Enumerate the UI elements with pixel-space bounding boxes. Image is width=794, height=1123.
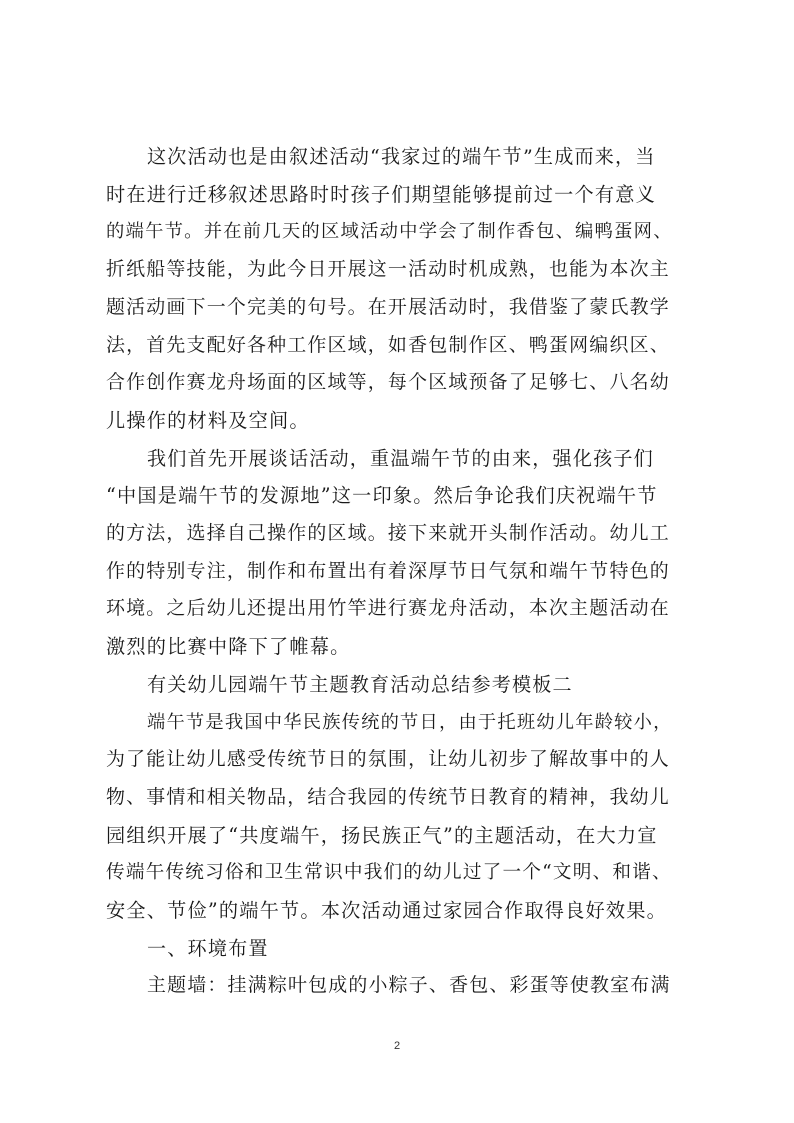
paragraph-talk-activity — [106, 440, 706, 666]
text-line: 时在进行迁移叙述思路时时孩子们期望能够提前过一个有意义 — [106, 182, 657, 206]
document-body — [106, 138, 706, 1005]
section-heading-template-two — [106, 666, 706, 704]
paragraph-festival-intro — [106, 704, 706, 930]
text-line: 的方法，选择自己操作的区域。接下来就开头制作活动。幼儿工 — [106, 522, 670, 545]
text-line: 传端午传统习俗和卫生常识中我们的幼儿过了一个“文明、和谐、 — [106, 862, 672, 884]
text-line: 合作创作赛龙舟场面的区域等，每个区域预备了足够七、八名幼 — [106, 371, 670, 394]
text-line: 为了能让幼儿感受传统节日的氛围，让幼儿初步了解故事中的人 — [106, 748, 670, 771]
text-line: 我们首先开展谈话活动，重温端午节的由来，强化孩子们 — [147, 446, 654, 470]
paragraph-activity-origin — [106, 138, 706, 440]
text-line: 物、事情和相关物品，结合我园的传统节日教育的精神，我幼儿 — [106, 785, 670, 808]
text-line: 这次活动也是由叙述活动“我家过的端午节”生成而来，当 — [147, 145, 656, 168]
text-line: 有关幼儿园端午节主题教育活动总结参考模板二 — [147, 672, 573, 696]
page-number: 2 — [393, 1040, 401, 1052]
text-line: 的端午节。并在前几天的区域活动中学会了制作香包、编鸭蛋网、 — [106, 221, 673, 243]
text-line: 法，首先支配好各种工作区域，如香包制作区、鸭蛋网编织区、 — [106, 333, 670, 356]
text-line: 主题墙：挂满粽叶包成的小粽子、香包、彩蛋等使教室布满 — [147, 974, 671, 997]
text-line: 环境。之后幼儿还提出用竹竿进行赛龙舟活动，本次主题活动在 — [106, 597, 670, 620]
text-line: 题活动画下一个完美的句号。在开展活动时，我借鉴了蒙氏教学 — [106, 295, 670, 318]
text-line: 一、环境布置 — [147, 936, 269, 960]
text-line: 折纸船等技能，为此今日开展这一活动时机成熟，也能为本次主 — [106, 258, 670, 281]
text-line: “中国是端午节的发源地”这一印象。然后争论我们庆祝端午节 — [106, 484, 658, 508]
text-line: 激烈的比赛中降下了帷幕。 — [106, 635, 351, 659]
paragraph-theme-wall — [106, 967, 706, 1005]
section-heading-environment — [106, 930, 706, 968]
text-line: 园组织开展了“共度端午，扬民族正气”的主题活动，在大力宣 — [106, 823, 658, 847]
text-line: 儿操作的材料及空间。 — [106, 408, 310, 432]
text-line: 安全、节俭”的端午节。本次活动通过家园合作取得良好效果。 — [106, 899, 668, 923]
text-line: 端午节是我国中华民族传统的节日，由于托班幼儿年龄较小， — [147, 711, 673, 733]
text-line: 作的特别专注，制作和布置出有着深厚节日气氛和端午节特色的 — [106, 559, 670, 582]
